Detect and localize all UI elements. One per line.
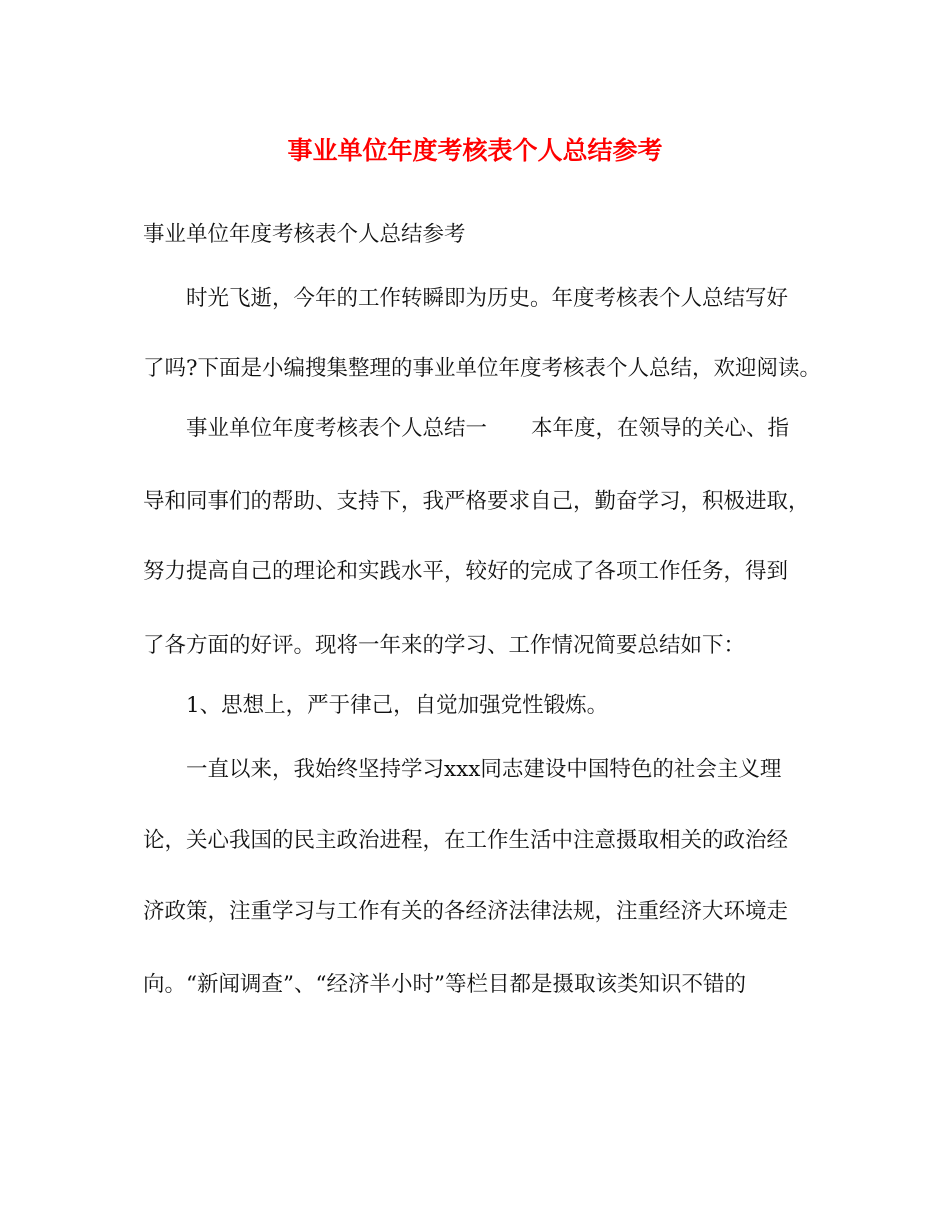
paragraph-line: 了各方面的好评。现将一年来的学习、工作情况简要总结如下： <box>143 633 746 658</box>
paragraph-line: 论，关心我国的民主政治进程，在工作生活中注意摄取相关的政治经 <box>143 828 789 853</box>
paragraph-line: 了吗?下面是小编搜集整理的事业单位年度考核表个人总结，欢迎阅读。 <box>143 356 822 381</box>
paragraph-line: 济政策，注重学习与工作有关的各经济法律法规，注重经济大环境走 <box>143 899 789 924</box>
document-title: 事业单位年度考核表个人总结参考 <box>287 136 663 165</box>
paragraph-line: 努力提高自己的理论和实践水平，较好的完成了各项工作任务，得到 <box>143 559 789 584</box>
paragraph-line <box>186 414 789 444</box>
document-subtitle: 事业单位年度考核表个人总结参考 <box>143 222 466 247</box>
paragraph-text: 本年度，在领导的关心、指 <box>531 416 790 441</box>
paragraph-line: 一直以来，我始终坚持学习xxx同志建设中国特色的社会主义理 <box>186 757 782 782</box>
paragraph-line: 导和同事们的帮助、支持下，我严格要求自己，勤奋学习，积极进取， <box>143 489 810 514</box>
paragraph-line: 时光飞逝，今年的工作转瞬即为历史。年度考核表个人总结写好 <box>186 286 789 311</box>
numbered-heading: 1、思想上，严于律己，自觉加强党性锻炼。 <box>186 693 609 718</box>
paragraph-line: 向。“新闻调查”、“经济半小时”等栏目都是摄取该类知识不错的 <box>143 972 746 997</box>
section-heading: 事业单位年度考核表个人总结一 <box>186 416 488 441</box>
